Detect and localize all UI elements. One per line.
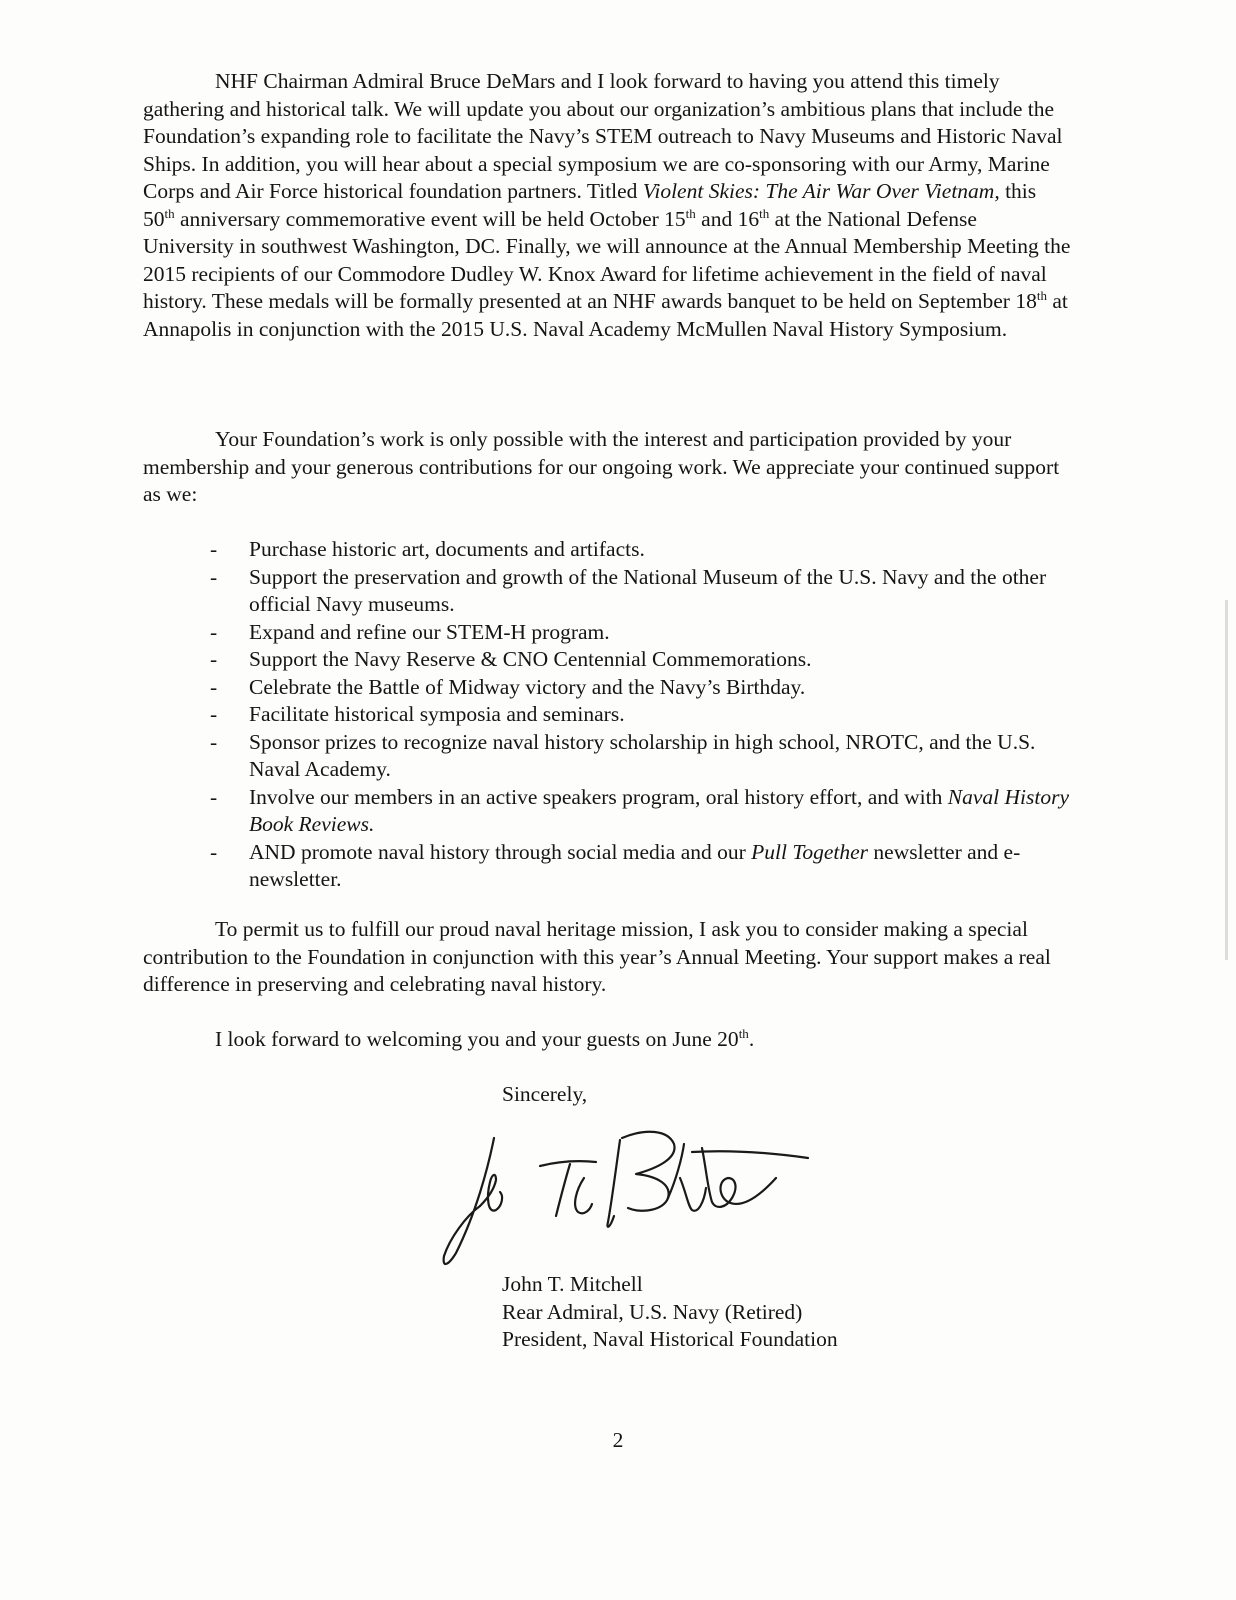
support-list bbox=[210, 536, 1070, 894]
paragraph-contribution-text: To permit us to fulfill our proud naval heritage mission, I ask you to consider making a special contribution to the Foundation in conjunction with this year’s Annual Meeting. Your support makes a real difference in preserving and celebrating naval history. bbox=[143, 917, 1051, 996]
publication-title: Naval History Book Reviews. bbox=[249, 784, 1069, 836]
p1-anniv-pre: this 50 bbox=[143, 179, 1037, 231]
handwritten-signature bbox=[436, 1118, 816, 1268]
list-item: - Support the preservation and growth of the National Museum of the U.S. Navy and the other official Navy museums. bbox=[210, 564, 1070, 619]
list-item: - Expand and refine our STEM-H program. bbox=[210, 619, 1070, 647]
welcome-end: . bbox=[748, 1027, 755, 1051]
list-item: - Celebrate the Battle of Midway victory and the Navy’s Birthday. bbox=[210, 674, 1070, 702]
list-item: - Purchase historic art, documents and artifacts. bbox=[210, 536, 1070, 564]
closing-salutation: Sincerely, bbox=[502, 1082, 588, 1106]
p1-intro: NHF Chairman Admiral Bruce DeMars and I look forward to having you attend this timely gathering and historical talk. We will update you about our organization’s ambitious plans that include the Foundation’s expanding role to facilitate the Navy’s STEM outreach to Navy Museums and Historic Naval Ships. In addition, you will hear about a special symposium we are co-sponsoring with our Army, Marine Corps and Air Force historical foundation partners. Titled bbox=[143, 69, 1063, 203]
event-title: Violent Skies: The Air War Over Vietnam, bbox=[642, 179, 1000, 203]
paragraph-contribution bbox=[143, 916, 1073, 999]
list-item-text: Involve our members in an active speakers program, oral history effort, and with bbox=[249, 784, 948, 809]
signer-name: John T. Mitchell bbox=[502, 1272, 643, 1296]
paragraph-support bbox=[143, 426, 1073, 509]
sup-th: th bbox=[759, 205, 770, 221]
signer-rank: Rear Admiral, U.S. Navy (Retired) bbox=[502, 1299, 803, 1324]
list-item: - Facilitate historical symposia and seminars. bbox=[210, 701, 1070, 729]
list-item-text: newsletter and e-newsletter. bbox=[249, 839, 1021, 891]
sup-th: th bbox=[1036, 287, 1047, 303]
newsletter-title: Pull Together bbox=[751, 839, 869, 864]
p1-anniv-post: anniversary commemorative event will be held October 15 bbox=[174, 206, 686, 231]
list-item bbox=[210, 784, 1070, 839]
p1-end: at Annapolis in conjunction with the 2015 U.S. Naval Academy McMullen Naval History Symposium. bbox=[143, 289, 1068, 341]
p1-rest: at the National Defense University in southwest Washington, DC. Finally, we will announce at the Annual Membership Meeting the 2015 recipients of our Commodore Dudley W. Knox Award for lifetime achievement in the field of naval history. These medals will be formally presented at an NHF awards banquet to be held on September 18 bbox=[143, 206, 1071, 313]
signature-block bbox=[502, 1271, 838, 1354]
p1-and16: and 16 bbox=[695, 206, 760, 231]
sup-th: th bbox=[685, 205, 696, 221]
signer-title: President, Naval Historical Foundation bbox=[502, 1327, 838, 1351]
sup-th: th bbox=[738, 1025, 749, 1041]
paragraph-meeting-details bbox=[143, 68, 1073, 343]
list-item: - Sponsor prizes to recognize naval history scholarship in high school, NROTC, and the U.S. Naval Academy. bbox=[210, 729, 1070, 784]
list-item: - Support the Navy Reserve & CNO Centennial Commemorations. bbox=[210, 646, 1070, 674]
scan-edge-mark bbox=[1225, 600, 1228, 960]
list-item bbox=[210, 839, 1070, 894]
paragraph-support-text: Your Foundation’s work is only possible with the interest and participation provided by your membership and your generous contributions for our ongoing work. We appreciate your continued support as we: bbox=[143, 427, 1060, 506]
paragraph-welcome bbox=[143, 1026, 1073, 1054]
sup-th: th bbox=[164, 205, 175, 221]
list-item-text: AND promote naval history through social media and our bbox=[249, 839, 752, 864]
welcome-text: I look forward to welcoming you and your guests on June 20 bbox=[215, 1027, 739, 1051]
page-number: 2 bbox=[612, 1428, 624, 1452]
